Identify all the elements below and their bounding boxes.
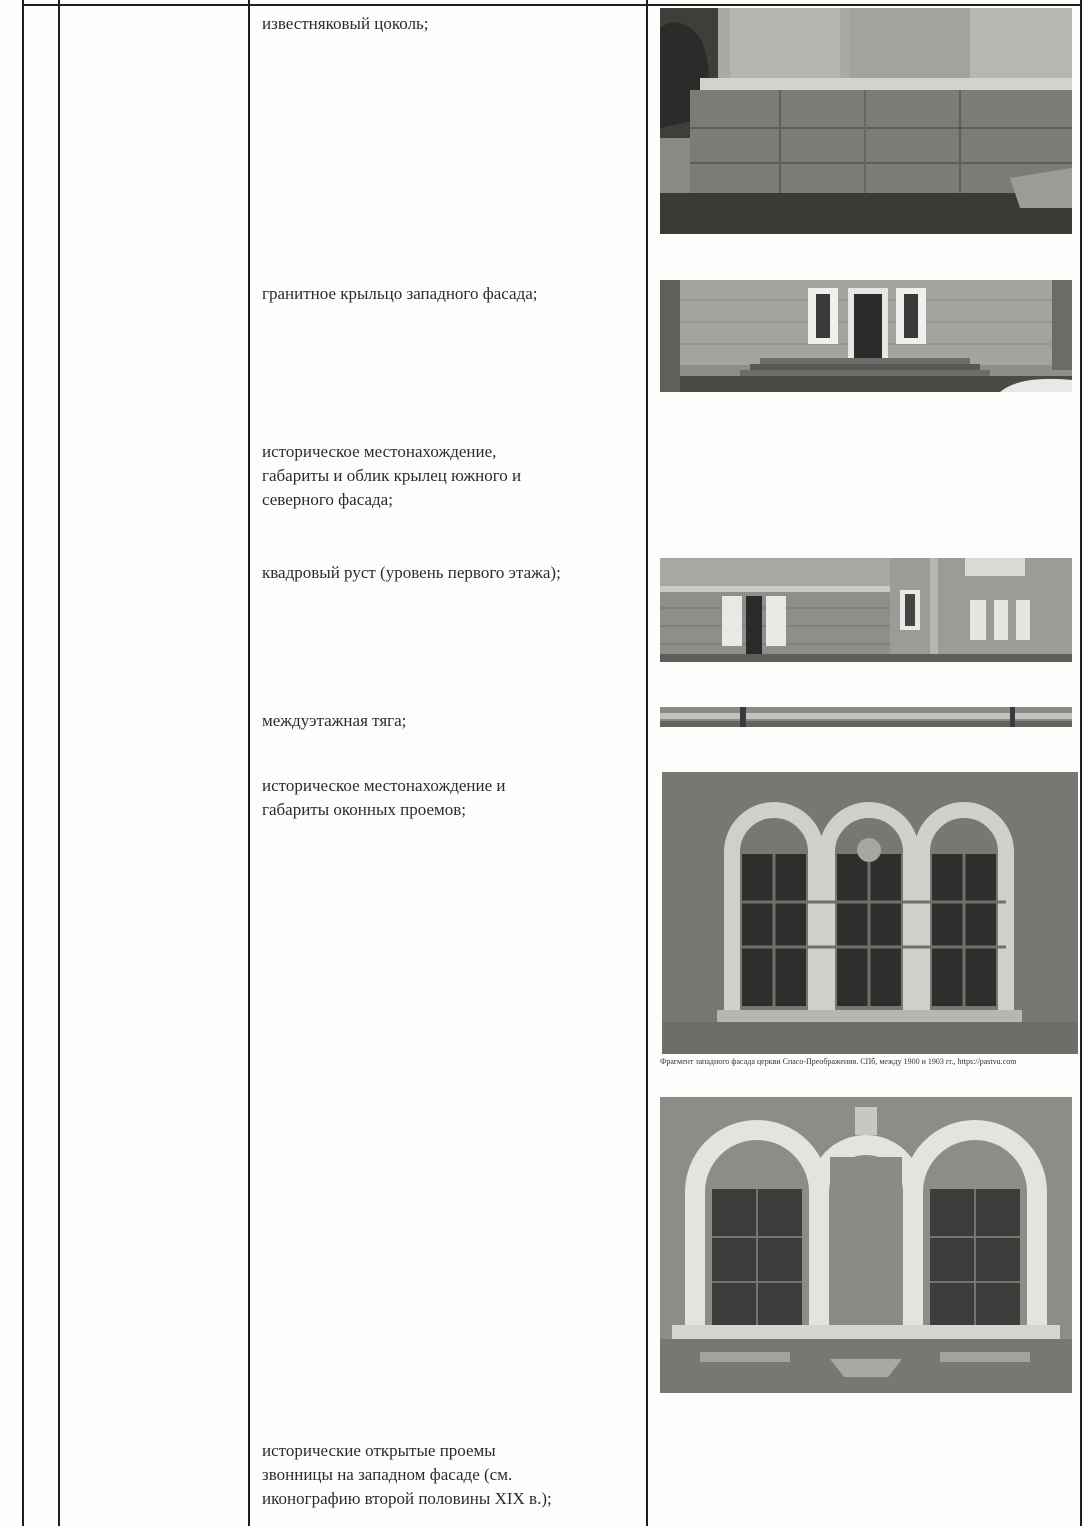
item-interfloor-cornice: междуэтажная тяга; (262, 711, 407, 730)
item-limestone-plinth: известняковый цоколь; (262, 14, 429, 33)
table-column-border (248, 0, 250, 1526)
granite-porch-photo (660, 280, 1072, 392)
photo-caption: Фрагмент западного фасада церкви Спасо-Преображения. СПб, между 1900 и 1903 гг., https://pastvu.com (660, 1057, 1017, 1066)
arched-windows-historic-photo (662, 772, 1078, 1054)
item-window-openings: историческое местонахождение и габариты оконных проемов; (262, 776, 506, 819)
item-square-rustication: квадровый руст (уровень первого этажа); (262, 563, 561, 582)
table-column-border (22, 0, 24, 1526)
arched-windows-current-photo (660, 1097, 1072, 1393)
table-column-border (646, 0, 648, 1526)
rustication-photo (660, 558, 1072, 662)
limestone-plinth-photo (660, 8, 1072, 234)
item-porches-location: историческое местонахождение, габариты и облик крылец южного и северного фасада; (262, 442, 522, 509)
item-granite-porch: гранитное крыльцо западного фасада; (262, 284, 538, 303)
table-column-border (58, 0, 60, 1526)
interfloor-cornice-photo (660, 707, 1072, 727)
table-top-border (22, 4, 1082, 6)
item-belfry-openings: исторические открытые проемы звонницы на западном фасаде (см. иконографию второй половины XIX в.); (262, 1441, 552, 1508)
table-column-border (1080, 0, 1082, 1526)
